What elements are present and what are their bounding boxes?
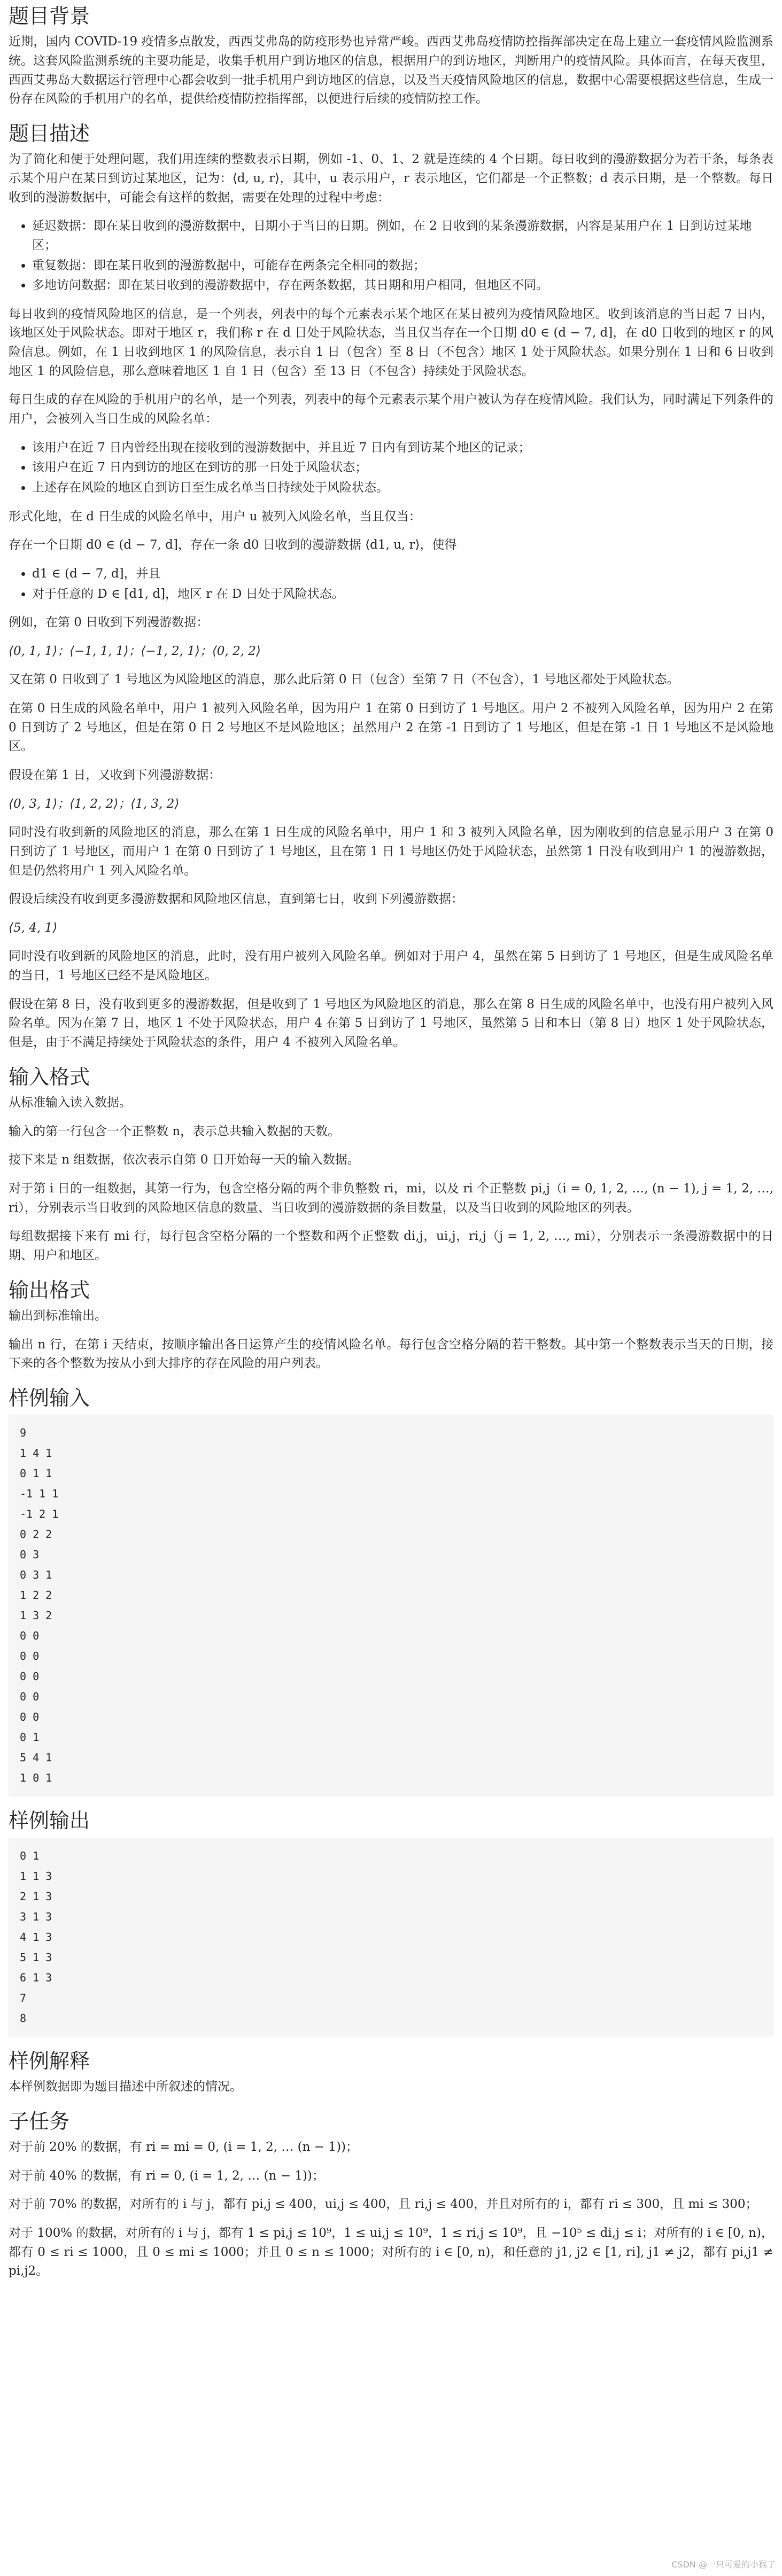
code-block-sample-input <box>9 1415 773 1796</box>
section-sample-output <box>9 1808 773 2036</box>
list-item: • 多地访问数据：即在某日收到的漫游数据中，存在两条数据，其日期和用户相同，但地区不同。 <box>32 276 773 295</box>
code-line: 0 0 <box>20 1629 40 1643</box>
code-line: 0 0 <box>20 1670 40 1683</box>
paragraph: 每组数据接下来有 mi 行，每行包含空格分隔的一个整数和两个正整数 di,j，ui,j，ri,j（j = 1, 2, …, mi），分别表示一条漫游数据中的日期、用户和地区。 <box>9 1229 773 1262</box>
code-line: 1 3 2 <box>20 1609 52 1622</box>
section-title: 题目描述 <box>9 121 90 145</box>
list-item: • 该用户在近 7 日内曾经出现在接收到的漫游数据中，并且近 7 日内有到访某个地区的记录； <box>32 439 773 458</box>
bullet-list <box>9 439 773 498</box>
code-line: 1 4 1 <box>20 1447 52 1460</box>
paragraph: 为了简化和便于处理问题，我们用连续的整数表示日期，例如 -1、0、1、2 就是连续的 4 个日期。每日收到的漫游数据分为若干条，每条表示某个用户在某日到访过某地区，记为：⟨d, u, r⟩，其中，u 表示用户，r 表示地区，它们都是一个正整数；d 表示日期，是一个整数。每日收到的漫游数据中，可能会有这样的数据，需要在处理的过程中考虑： <box>9 152 773 205</box>
paragraph: 同时没有收到新的风险地区的消息，此时，没有用户被列入风险名单。例如对于用户 4，虽然在第 5 日到访了 1 号地区，但是生成风险名单的当日，1 号地区已经不是风险地区。 <box>9 949 773 983</box>
section-title: 子任务 <box>9 2109 70 2133</box>
code-line: 1 0 1 <box>20 1771 52 1785</box>
code-line: 8 <box>20 2011 27 2025</box>
code-line: 3 1 3 <box>20 1910 52 1923</box>
code-line: 0 2 2 <box>20 1528 52 1541</box>
paragraph: 在第 0 日生成的风险名单中，用户 1 被列入风险名单，因为用户 1 在第 0 日到访了 1 号地区。用户 2 不被列入风险名单，因为用户 2 在第 0 日到访了 2 号地区，但是在第 0 日 2 号地区不是风险地区；虽然用户 2 在第 -1 日到访了 1 号地区，但是在第 -1 日 1 号地区不是风险地区。 <box>9 701 773 754</box>
math-line: ⟨0, 1, 1⟩；⟨−1, 1, 1⟩；⟨−1, 2, 1⟩；⟨0, 2, 2⟩ <box>9 644 261 658</box>
paragraph: 假设后续没有收到更多漫游数据和风险地区信息，直到第七日，收到下列漫游数据： <box>9 892 463 907</box>
paragraph: 每日生成的存在风险的手机用户的名单，是一个列表，列表中的每个元素表示某个用户被认为存在疫情风险。我们认为，同时满足下列条件的用户，会被列入当日生成的风险名单： <box>9 393 773 426</box>
code-line: 0 0 <box>20 1711 40 1724</box>
bullet-list <box>9 217 773 295</box>
code-line: 4 1 3 <box>20 1930 52 1943</box>
code-line: 1 2 2 <box>20 1589 52 1602</box>
paragraph: 假设在第 8 日，没有收到更多的漫游数据，但是收到了 1 号地区为风险地区的消息，那么在第 8 日生成的风险名单中，也没有用户被列入风险名单。因为在第 7 日，地区 1 不处于风险状态，用户 4 在第 5 日到访了 1 号地区，虽然第 5 日和本日（第 8 日）地区 1 处于风险状态，但是，由于不满足持续处于风险状态的条件，用户 4 不被列入风险名单。 <box>9 997 773 1050</box>
code-line: 5 4 1 <box>20 1751 52 1765</box>
paragraph: 对于 100% 的数据，对所有的 i 与 j，都有 1 ≤ pi,j ≤ 10⁹，1 ≤ ui,j ≤ 10⁹，1 ≤ ri,j ≤ 10⁹，且 −10⁵ ≤ di,j ≤ i；对所有的 i ∈ [0, n)，都有 0 ≤ ri ≤ 1000，且 0 ≤ mi ≤ 1000；并且 0 ≤ n ≤ 1000；对所有的 i ∈ [0, n)，和任意的 j1, j2 ∈ [1, ri], j1 ≠ j2，都有 pi,j1 ≠ pi,j2。 <box>9 2226 773 2278</box>
paragraph: 对于前 40% 的数据，有 ri = 0, (i = 1, 2, … (n − 1))； <box>9 2168 324 2183</box>
code-block-sample-output <box>9 1838 773 2036</box>
section-title: 题目背景 <box>9 4 90 28</box>
section-sample-input <box>9 1385 773 1796</box>
paragraph: 假设在第 1 日，又收到下列漫游数据： <box>9 768 221 782</box>
section-output-format <box>9 1277 773 1373</box>
bullet-list <box>9 565 773 604</box>
code-line: 0 1 <box>20 1849 40 1862</box>
code-line: 1 1 3 <box>20 1869 52 1883</box>
section-title: 样例解释 <box>9 2049 90 2073</box>
list-item: • d1 ∈ (d − 7, d]，并且 <box>32 565 773 584</box>
section-subtasks <box>9 2109 773 2281</box>
paragraph: 从标准输入读入数据。 <box>9 1096 131 1110</box>
code-line: 0 3 1 <box>20 1568 52 1582</box>
paragraph: 同时没有收到新的风险地区的消息，那么在第 1 日生成的风险名单中，用户 1 和 3 被列入风险名单，因为刚收到的信息显示用户 3 在第 0 日到访了 1 号地区，而用户 1 在第 0 日到访了 1 号地区，且在第 1 日 1 号地区仍处于风险状态，虽然第 1 日没有收到用户 1 的漫游数据，但是仍然将用户 1 列入风险名单。 <box>9 825 773 878</box>
paragraph: 对于前 20% 的数据，有 ri = mi = 0, (i = 1, 2, … (n − 1))； <box>9 2140 358 2155</box>
section-description <box>9 121 773 1052</box>
code-line: 0 0 <box>20 1650 40 1663</box>
paragraph: 本样例数据即为题目描述中所叙述的情况。 <box>9 2080 242 2094</box>
paragraph: 近期，国内 COVID-19 疫情多点散发，西西艾弗岛的防疫形势也异常严峻。西西艾弗岛疫情防控指挥部决定在岛上建立一套疫情风险监测系统。这套风险监测系统的主要功能是，收集手机用户到访地区的信息，根据用户的到访地区，判断用户的疫情风险。具体而言，在每天夜里，西西艾弗岛大数据运行管理中心都会收到一批手机用户到访地区的信息，以及当天疫情风险地区的信息，数据中心需要根据这些信息，生成一份存在风险的手机用户的名单，提供给疫情防控指挥部，以便进行后续的疫情防控工作。 <box>9 35 773 106</box>
paragraph: 输入的第一行包含一个正整数 n，表示总共输入数据的天数。 <box>9 1124 340 1138</box>
watermark: CSDN @一只可爱的小猴子 <box>671 2559 776 2570</box>
paragraph: 对于第 i 日的一组数据，其第一行为，包含空格分隔的两个非负整数 ri，mi，以及 ri 个正整数 pi,j（i = 0, 1, 2, …, (n − 1), j = 1, 2, …, ri），分别表示当日收到的风险地区信息的数量、当日收到的漫游数据的条目数量，以及当日收到的风险地区的列表。 <box>9 1182 773 1215</box>
code-line: 5 1 3 <box>20 1950 52 1964</box>
paragraph: 例如，在第 0 日收到下列漫游数据： <box>9 615 209 630</box>
list-item: • 上述存在风险的地区自到访日至生成名单当日持续处于风险状态。 <box>32 479 773 498</box>
paragraph: 输出到标准输出。 <box>9 1308 107 1323</box>
code-line: -1 1 1 <box>20 1487 59 1501</box>
section-background <box>9 3 773 109</box>
paragraph: 又在第 0 日收到了 1 号地区为风险地区的消息，那么此后第 0 日（包含）至第 7 日（不包含），1 号地区都处于风险状态。 <box>9 673 679 687</box>
list-item: • 该用户在近 7 日内到访的地区在到访的那一日处于风险状态； <box>32 458 773 478</box>
paragraph: 对于前 70% 的数据，对所有的 i 与 j，都有 pi,j ≤ 400，ui,j ≤ 400，且 ri,j ≤ 400，并且对所有的 i，都有 ri ≤ 300，且 mi ≤ 300； <box>9 2197 758 2212</box>
paragraph: 形式化地，在 d 日生成的风险名单中，用户 u 被列入风险名单，当且仅当： <box>9 509 421 524</box>
code-line: 7 <box>20 1991 27 2004</box>
code-line: 0 0 <box>20 1690 40 1704</box>
paragraph: 输出 n 行，在第 i 天结束，按顺序输出各日运算产生的疫情风险名单。每行包含空格分隔的若干整数。其中第一个整数表示当天的日期，接下来的各个整数为按从小到大排序的存在风险的用户列表。 <box>9 1337 773 1371</box>
section-sample-explanation <box>9 2048 773 2097</box>
section-input-format <box>9 1064 773 1266</box>
section-title: 样例输出 <box>9 1809 90 1833</box>
list-item: • 重复数据：即在某日收到的漫游数据中，可能存在两条完全相同的数据； <box>32 256 773 276</box>
paragraph: 存在一个日期 d0 ∈ (d − 7, d]，存在一条 d0 日收到的漫游数据 ⟨d1, u, r⟩，使得 <box>9 538 457 552</box>
code-line: 2 1 3 <box>20 1890 52 1903</box>
code-line: 9 <box>20 1426 27 1440</box>
list-item: • 对于任意的 D ∈ [d1, d]，地区 r 在 D 日处于风险状态。 <box>32 585 773 604</box>
paragraph: 接下来是 n 组数据，依次表示自第 0 日开始每一天的输入数据。 <box>9 1153 360 1167</box>
list-item: • 延迟数据：即在某日收到的漫游数据中，日期小于当日的日期。例如，在 2 日收到的某条漫游数据，内容是某用户在 1 日到访过某地区； <box>32 217 773 255</box>
math-line: ⟨5, 4, 1⟩ <box>9 920 58 935</box>
section-title: 输入格式 <box>9 1065 90 1089</box>
paragraph: 每日收到的疫情风险地区的信息，是一个列表，列表中的每个元素表示某个地区在某日被列为疫情风险地区。收到该消息的当日起 7 日内，该地区处于风险状态。即对于地区 r，我们称 r 在 d 日处于风险状态，当且仅当存在一个日期 d0 ∈ (d − 7, d]，在 d0 日收到的地区 r 的风险信息。例如，在 1 日收到地区 1 的风险信息，表示自 1 日（包含）至 8 日（不包含）地区 1 处于风险状态。如果分别在 1 日和 6 日收到地区 1 的风险信息，那么意味着地区 1 自 1 日（包含）至 13 日（不包含）持续处于风险状态。 <box>9 307 773 378</box>
code-line: 0 1 1 <box>20 1467 52 1480</box>
math-line: ⟨0, 3, 1⟩；⟨1, 2, 2⟩；⟨1, 3, 2⟩ <box>9 797 180 811</box>
section-title: 样例输入 <box>9 1386 90 1410</box>
code-line: 6 1 3 <box>20 1971 52 1984</box>
code-line: 0 3 <box>20 1548 40 1562</box>
section-title: 输出格式 <box>9 1278 90 1302</box>
code-line: 0 1 <box>20 1731 40 1744</box>
code-line: -1 2 1 <box>20 1508 59 1521</box>
